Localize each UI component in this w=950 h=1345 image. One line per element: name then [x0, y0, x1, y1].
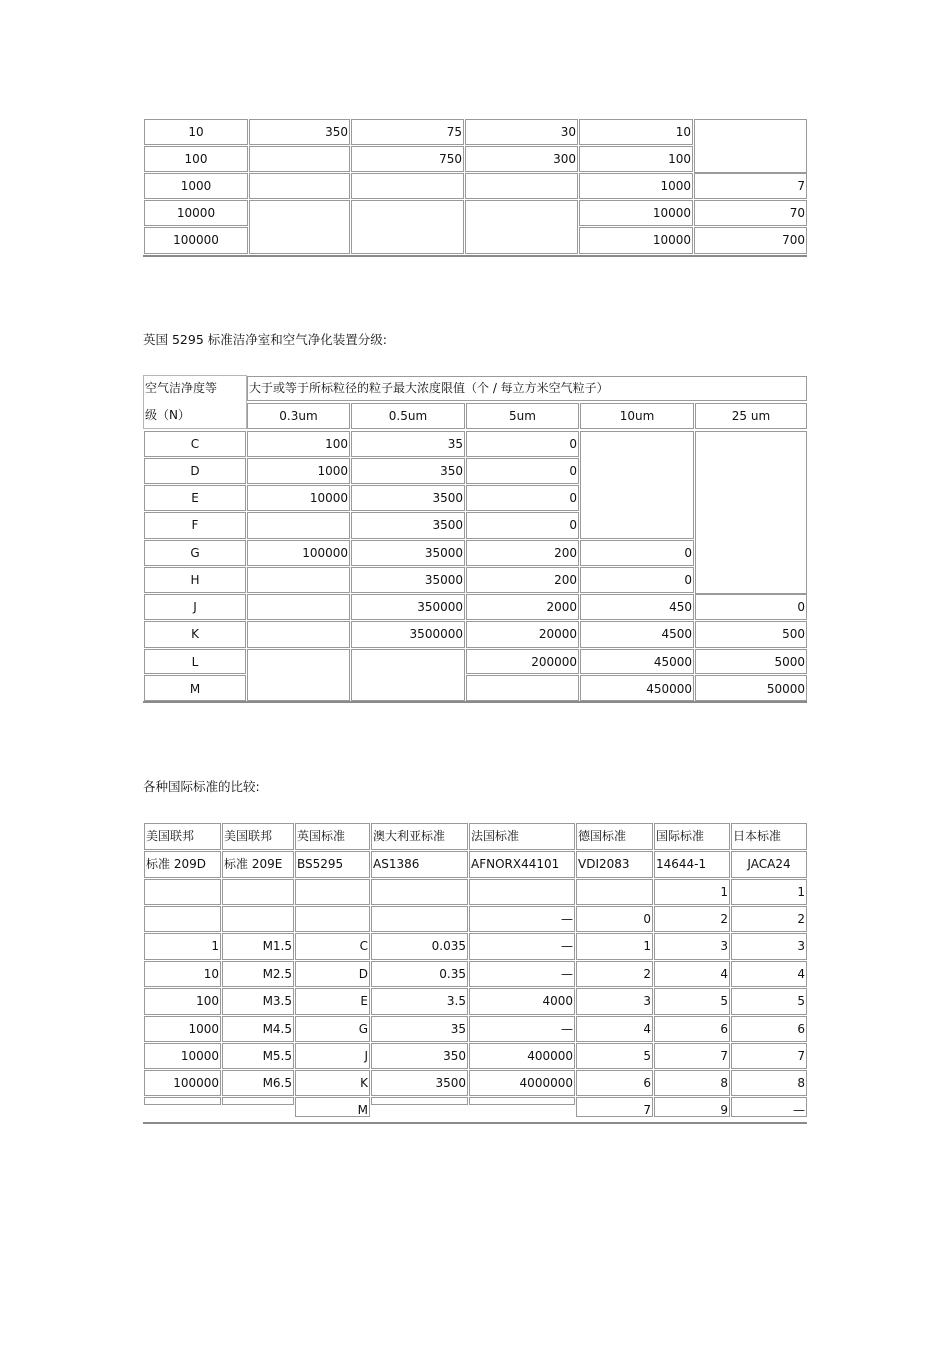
table-cell: 6 — [654, 1016, 730, 1042]
table-cell: 8 — [654, 1070, 730, 1096]
table-cell: E — [295, 988, 370, 1015]
table-cell: 10 — [144, 961, 221, 987]
table-bottom-rule — [143, 255, 807, 257]
table-cell: 4 — [576, 1016, 653, 1042]
table-cell-merged — [247, 649, 350, 701]
table-cell — [247, 594, 350, 620]
table-cell: 700 — [694, 227, 807, 254]
table-cell: 10000 — [144, 1043, 221, 1069]
table-cell: M6.5 — [222, 1070, 294, 1096]
table-cell: 100000 — [144, 1070, 221, 1096]
table-cell-merged — [351, 200, 464, 254]
table-cell: 7 — [731, 1043, 807, 1069]
table-header-cell: BS5295 — [295, 851, 370, 878]
table-cell: — — [469, 961, 575, 987]
table-cell: G — [144, 540, 246, 566]
header-grade-line1: 空气洁净度等 — [145, 381, 218, 395]
table-header-cell: 标准 209E — [222, 851, 294, 878]
section-title-bs5295: 英国 5295 标准洁净室和空气净化装置分级: — [143, 332, 387, 347]
table-header-cell — [143, 375, 247, 429]
table-cell: 4500 — [580, 621, 694, 648]
table-cell: 70 — [694, 200, 807, 226]
table-cell — [295, 906, 370, 932]
table-cell: 0 — [466, 485, 579, 511]
table-cell-merged — [351, 649, 465, 701]
table-header-span: 大于或等于所标粒径的粒子最大浓度限值（个 / 每立方米空气粒子） — [247, 376, 807, 401]
table-header-cell: 美国联邦 — [222, 823, 294, 850]
table-cell: 200 — [466, 540, 579, 566]
table-cell-merged — [249, 200, 350, 254]
table-cell: C — [295, 933, 370, 960]
table-cell: 100 — [144, 988, 221, 1015]
table-cell: 2 — [654, 906, 730, 932]
table-cell: 35 — [371, 1016, 468, 1042]
table-header-cell: 德国标准 — [576, 823, 653, 850]
table-cell: — — [469, 1016, 575, 1042]
table-cell — [371, 906, 468, 932]
table-cell: 50000 — [695, 675, 807, 701]
table-cell: M — [295, 1097, 370, 1117]
table-cell: 1 — [731, 879, 807, 905]
table-cell — [469, 879, 575, 905]
table-cell: 500 — [695, 621, 807, 648]
table-cell: 750 — [351, 146, 464, 172]
table-cell: 10000 — [579, 227, 693, 254]
table-cell — [465, 173, 578, 199]
table-header-cell: 法国标准 — [469, 823, 575, 850]
table-cell-merged — [465, 200, 578, 254]
table-cell: 100000 — [247, 540, 350, 566]
table-cell — [371, 1097, 468, 1105]
header-grade-line2: 级（N） — [145, 408, 190, 422]
table-cell — [249, 146, 350, 172]
table-cell: 9 — [654, 1097, 730, 1117]
table-cell: 3500 — [351, 512, 465, 539]
table-header-cell: 日本标准 — [731, 823, 807, 850]
table-header-cell: AS1386 — [371, 851, 468, 878]
table-cell: 75 — [351, 119, 464, 145]
table-cell-merged — [695, 431, 807, 594]
table-cell: 2 — [731, 906, 807, 932]
table-cell — [351, 173, 464, 199]
table-cell: 350 — [249, 119, 350, 145]
table-cell: 10000 — [579, 200, 693, 226]
table-cell: 0 — [466, 512, 579, 539]
table-cell: 4 — [731, 961, 807, 987]
table-header-cell: 标准 209D — [144, 851, 221, 878]
table-cell: 200000 — [466, 649, 579, 674]
table-cell: 350000 — [351, 594, 465, 620]
table-cell — [247, 621, 350, 648]
table-header-cell: 10um — [580, 403, 694, 429]
table-header-cell: 美国联邦 — [144, 823, 221, 850]
table-cell: H — [144, 567, 246, 593]
table-cell: 10 — [579, 119, 693, 145]
table-cell: 1000 — [144, 173, 248, 199]
table-standards-comparison — [143, 822, 807, 1124]
table-cell: 3500 — [351, 485, 465, 511]
table-cell — [144, 1097, 221, 1105]
table-header-cell: 14644-1 — [654, 851, 730, 878]
table-cell: 0 — [576, 906, 653, 932]
table-header-cell: 5um — [466, 403, 579, 429]
table-header-cell: 国际标准 — [654, 823, 730, 850]
table-cell: D — [295, 961, 370, 987]
table-cell: 4 — [654, 961, 730, 987]
table-header-cell: 0.5um — [351, 403, 465, 429]
table-cell: J — [295, 1043, 370, 1069]
table-cell: G — [295, 1016, 370, 1042]
table-cell: 2000 — [466, 594, 579, 620]
table-cell: 1 — [144, 933, 221, 960]
table-class-limits — [143, 118, 807, 258]
table-cell: 0 — [580, 567, 694, 593]
table-cell: D — [144, 458, 246, 484]
table-cell: 10000 — [247, 485, 350, 511]
table-cell: 7 — [654, 1043, 730, 1069]
table-cell: 3500 — [371, 1070, 468, 1096]
table-header-cell: 0.3um — [247, 403, 350, 429]
table-cell — [576, 879, 653, 905]
table-cell — [144, 906, 221, 932]
table-cell — [222, 906, 294, 932]
table-cell: 10 — [144, 119, 248, 145]
table-cell: 5000 — [695, 649, 807, 674]
table-header-cell: 25 um — [695, 403, 807, 429]
table-cell: K — [144, 621, 246, 648]
table-cell — [249, 173, 350, 199]
table-cell: M3.5 — [222, 988, 294, 1015]
table-cell: 200 — [466, 567, 579, 593]
table-cell: M5.5 — [222, 1043, 294, 1069]
table-cell: 0 — [466, 458, 579, 484]
table-cell: 400000 — [469, 1043, 575, 1069]
table-cell: 1 — [654, 879, 730, 905]
table-cell: 3 — [731, 933, 807, 960]
table-cell: 45000 — [580, 649, 694, 674]
table-cell: J — [144, 594, 246, 620]
table-cell: 0.035 — [371, 933, 468, 960]
table-cell: 100 — [144, 146, 248, 172]
table-cell: 30 — [465, 119, 578, 145]
table-header-cell: 澳大利亚标准 — [371, 823, 468, 850]
table-cell: 450 — [580, 594, 694, 620]
table-cell: 5 — [576, 1043, 653, 1069]
table-cell: 7 — [694, 173, 807, 199]
table-header-cell: JACA24 — [731, 851, 807, 878]
table-cell: 0 — [466, 431, 579, 457]
table-cell: 1000 — [579, 173, 693, 199]
table-cell: M1.5 — [222, 933, 294, 960]
table-cell — [247, 512, 350, 539]
table-cell: 3500000 — [351, 621, 465, 648]
table-cell: 5 — [654, 988, 730, 1015]
table-cell: 35000 — [351, 540, 465, 566]
table-cell: 100 — [579, 146, 693, 172]
table-header-cell: VDI2083 — [576, 851, 653, 878]
table-cell — [295, 879, 370, 905]
table-cell: 8 — [731, 1070, 807, 1096]
table-cell: 35000 — [351, 567, 465, 593]
table-bottom-rule — [143, 701, 807, 703]
table-cell: 3 — [576, 988, 653, 1015]
table-cell — [222, 879, 294, 905]
section-title-comparison: 各种国际标准的比较: — [143, 779, 260, 794]
table-cell: L — [144, 649, 246, 674]
table-cell: 35 — [351, 431, 465, 457]
table-cell-merged — [694, 119, 807, 173]
table-cell: K — [295, 1070, 370, 1096]
table-cell: C — [144, 431, 246, 457]
table-bs5295 — [143, 375, 807, 703]
table-cell: 6 — [731, 1016, 807, 1042]
table-cell: 2 — [576, 961, 653, 987]
table-cell: 4000000 — [469, 1070, 575, 1096]
table-cell: — — [469, 906, 575, 932]
table-cell: 0 — [695, 594, 807, 620]
table-cell: M2.5 — [222, 961, 294, 987]
table-cell — [371, 879, 468, 905]
table-cell — [466, 675, 579, 701]
table-cell: 3.5 — [371, 988, 468, 1015]
table-header-cell: 英国标准 — [295, 823, 370, 850]
table-header-cell: AFNORX44101 — [469, 851, 575, 878]
table-cell: 6 — [576, 1070, 653, 1096]
table-cell: 1 — [576, 933, 653, 960]
table-cell — [469, 1097, 575, 1105]
table-cell: 3 — [654, 933, 730, 960]
table-cell: 300 — [465, 146, 578, 172]
table-cell: 0 — [580, 540, 694, 566]
table-cell: 350 — [351, 458, 465, 484]
table-cell: 10000 — [144, 200, 248, 226]
table-cell: 20000 — [466, 621, 579, 648]
table-cell: — — [731, 1097, 807, 1117]
table-cell: M — [144, 675, 246, 701]
table-cell — [247, 567, 350, 593]
table-cell: 450000 — [580, 675, 694, 701]
table-cell: 0.35 — [371, 961, 468, 987]
table-cell: 7 — [576, 1097, 653, 1117]
table-cell: 5 — [731, 988, 807, 1015]
table-cell: E — [144, 485, 246, 511]
table-cell: M4.5 — [222, 1016, 294, 1042]
table-cell: 1000 — [144, 1016, 221, 1042]
table-cell: F — [144, 512, 246, 539]
table-cell: 100000 — [144, 227, 248, 254]
table-cell: 100 — [247, 431, 350, 457]
table-cell: 1000 — [247, 458, 350, 484]
table-cell — [222, 1097, 294, 1105]
table-bottom-rule — [143, 1122, 807, 1124]
table-cell: — — [469, 933, 575, 960]
table-cell: 4000 — [469, 988, 575, 1015]
table-cell — [144, 879, 221, 905]
table-cell: 350 — [371, 1043, 468, 1069]
table-cell-merged — [580, 431, 694, 539]
